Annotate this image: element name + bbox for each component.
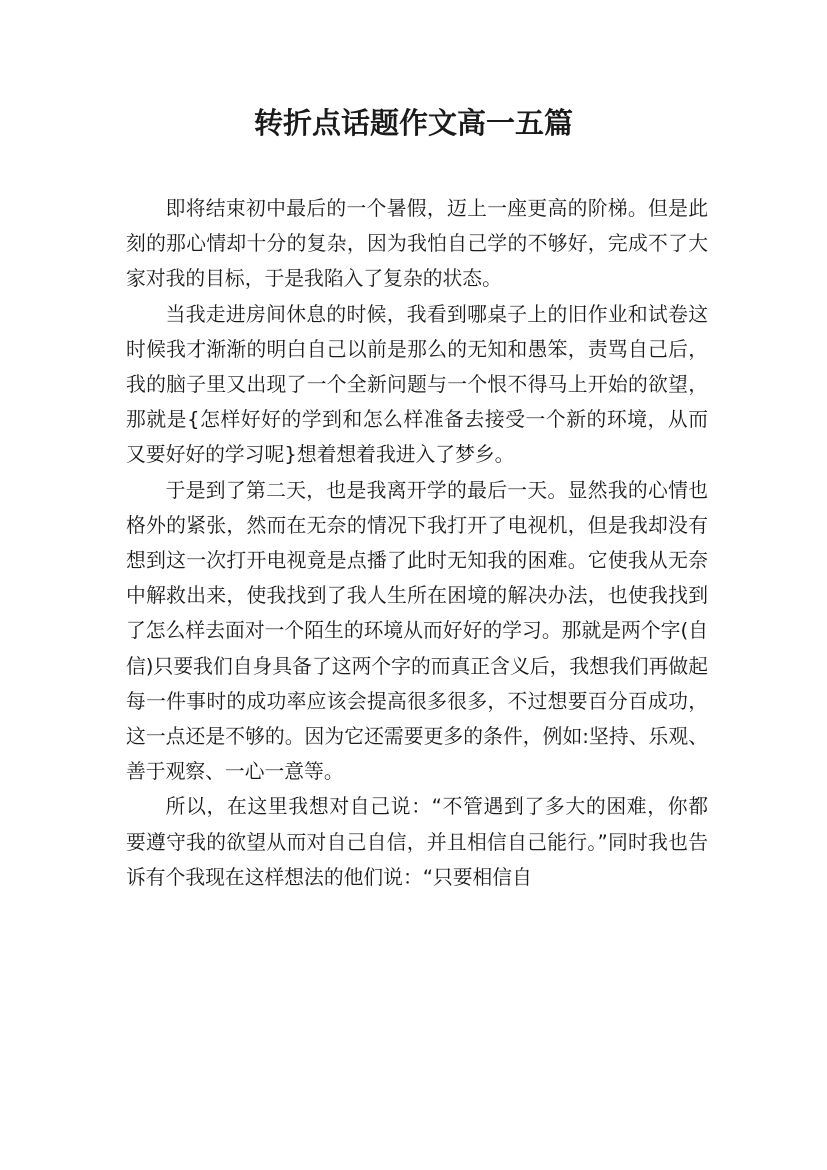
paragraph-3: 于是到了第二天，也是我离开学的最后一天。显然我的心情也格外的紧张，然而在无奈的情况下我打开了电视机，但是我却没有想到这一次打开电视竟是点播了此时无知我的困难。它使我从无奈中解救出来，使我找到了我人生所在困境的解决办法，也使我找到了怎么样去面对一个陌生的环境从而好好的学习。那就是两个字(自信)只要我们自身具备了这两个字的而真正含义后，我想我们再做起每一件事时的成功率应该会提高很多很多，不过想要百分百成功，这一点还是不够的。因为它还需要更多的条件，例如:坚持、乐观、善于观察、一心一意等。 <box>126 478 708 784</box>
paragraph-4: 所以，在这里我想对自己说：“不管遇到了多大的困难，你都要遵守我的欲望从而对自己自信，并且相信自己能行。”同时我也告诉有个我现在这样想法的他们说：“只要相信自 <box>126 795 708 889</box>
paragraph-2: 当我走进房间休息的时候，我看到哪桌子上的旧作业和试卷这时候我才渐渐的明白自己以前是那么的无知和愚笨，责骂自己后，我的脑子里又出现了一个全新问题与一个恨不得马上开始的欲望，那就是{怎样好好的学到和怎么样准备去接受一个新的环境，从而又要好好的学习呢}想着想着我进入了梦乡。 <box>126 302 708 467</box>
document-title: 转折点话题作文高一五篇 <box>253 106 573 140</box>
document-body <box>126 191 708 895</box>
paragraph-1: 即将结束初中最后的一个暑假，迈上一座更高的阶梯。但是此刻的那心情却十分的复杂，因为我怕自己学的不够好，完成不了大家对我的目标，于是我陷入了复杂的状态。 <box>126 197 708 291</box>
